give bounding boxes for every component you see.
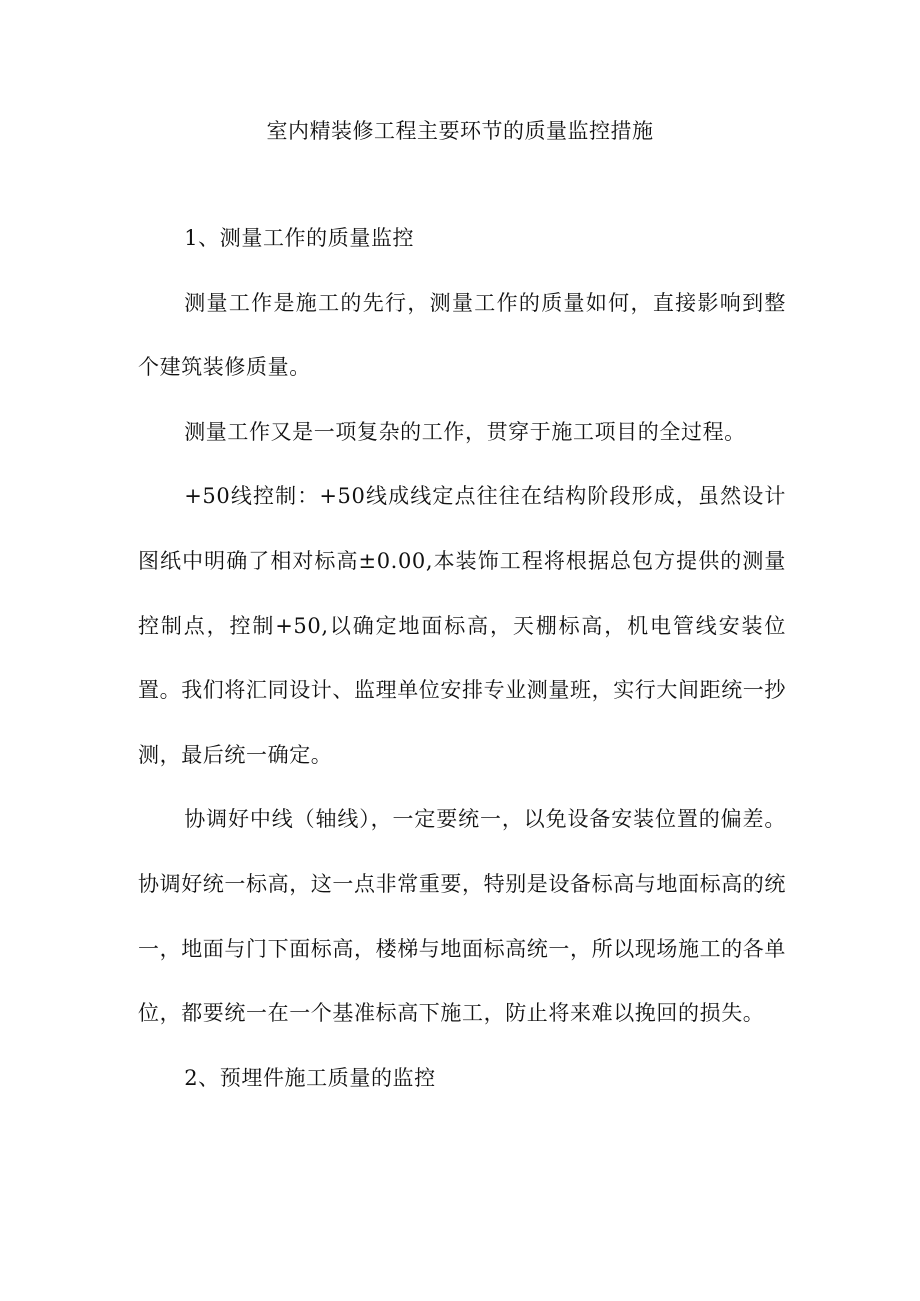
section-heading-1: 1、测量工作的质量监控 [184, 226, 415, 250]
paragraph: 协调好中线（轴线），一定要统一，以免设备安装位置的偏差。协调好统一标高，这一点非常重要，特别是设备标高与地面标高的统一，地面与门下面标高，楼梯与地面标高统一，所以现场施工的各单位，都要统一在一个基准标高下施工，防止将来难以挽回的损失。 [138, 807, 786, 1026]
paragraph: +50线控制：+50线成线定点往往在结构阶段形成，虽然设计图纸中明确了相对标高±0.00,本装饰工程将根据总包方提供的测量控制点，控制+50,以确定地面标高，天棚标高，机电管线安装位置。我们将汇同设计、监理单位安排专业测量班，实行大间距统一抄测，最后统一确定。 [138, 484, 786, 767]
paragraph: 测量工作又是一项复杂的工作，贯穿于施工项目的全过程。 [184, 419, 746, 444]
document-body [138, 206, 786, 1110]
paragraph: 测量工作是施工的先行，测量工作的质量如何，直接影响到整个建筑装修质量。 [138, 290, 786, 380]
document-title: 室内精装修工程主要环节的质量监控措施 [266, 119, 654, 143]
section-heading-2: 2、预埋件施工质量的监控 [184, 1065, 436, 1090]
